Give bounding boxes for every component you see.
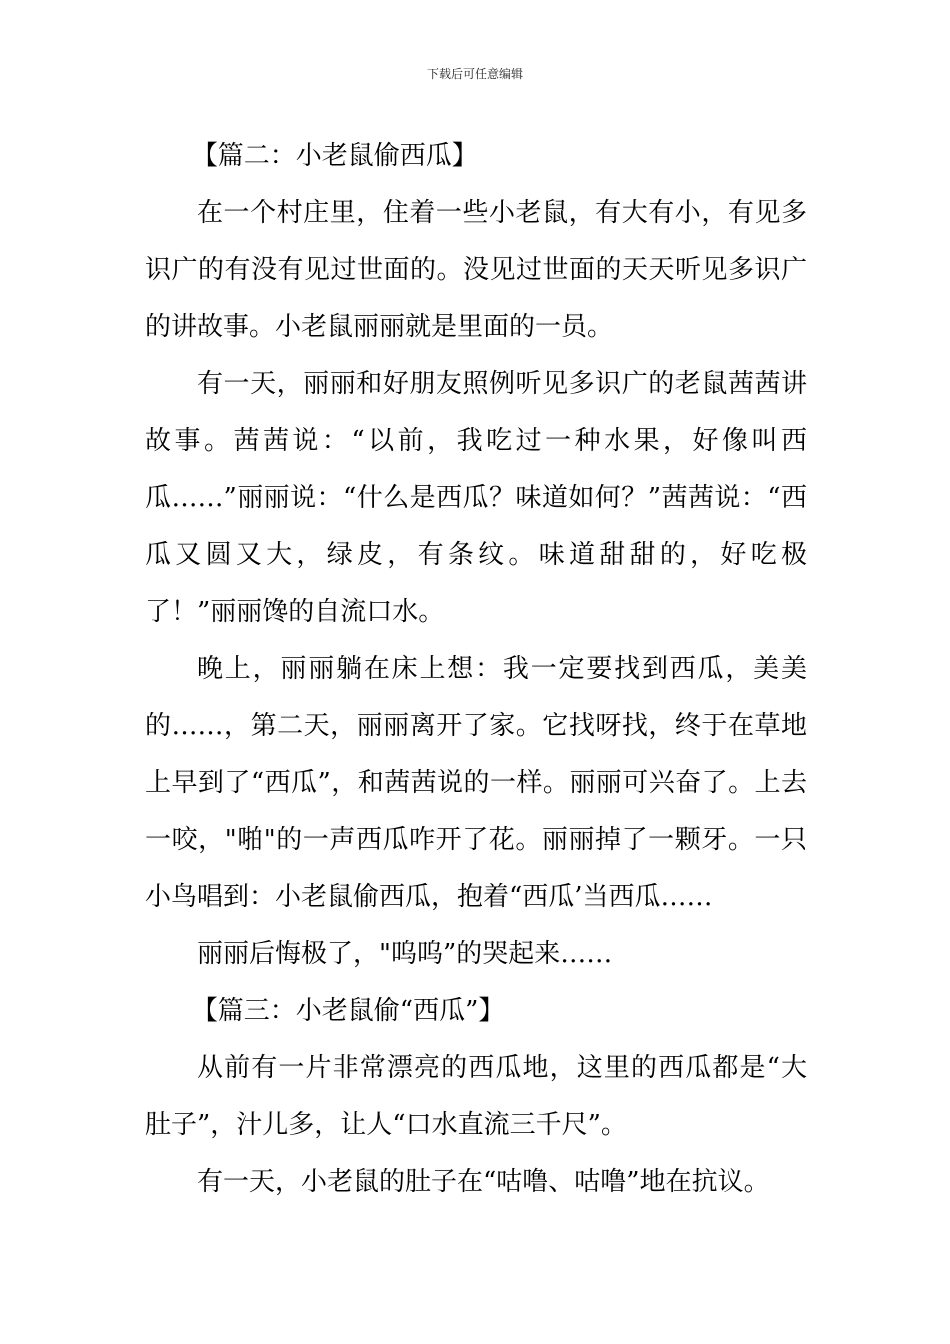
paragraph: 有一天，小老鼠的肚子在“咕噜、咕噜”地在抗议。 [197, 1167, 770, 1197]
paragraph: 有一天，丽丽和好朋友照例听见多识广的老鼠茜茜讲故事。茜茜说：“以前，我吃过一种水果，好像叫西瓜……”丽丽说：“什么是西瓜？味道如何？”茜茜说：“西瓜又圆又大，绿皮，有条纹。味道甜甜的，好吃极了！”丽丽馋的自流口水。 [145, 369, 807, 627]
document-body [145, 128, 807, 1211]
paragraph: 丽丽后悔极了，"呜呜”的哭起来…… [197, 939, 613, 969]
paragraph: 从前有一片非常漂亮的西瓜地，这里的西瓜都是“大肚子”，汁儿多，让人“口水直流三千尺”。 [145, 1053, 807, 1140]
header-note: 下载后可任意编辑 [426, 67, 523, 81]
section-title: 【篇二：小老鼠偷西瓜】 [191, 141, 478, 171]
paragraph: 在一个村庄里，住着一些小老鼠，有大有小，有见多识广的有没有见过世面的。没见过世面的天天听见多识广的讲故事。小老鼠丽丽就是里面的一员。 [145, 198, 807, 342]
section-3 [145, 983, 807, 1211]
paragraph: 晚上，丽丽躺在床上想：我一定要找到西瓜，美美的……，第二天，丽丽离开了家。它找呀找，终于在草地上早到了“西瓜”，和茜茜说的一样。丽丽可兴奋了。上去一咬，"啪"的一声西瓜咋开了花。丽丽掉了一颗牙。一只小鸟唱到：小老鼠偷西瓜，抱着“西瓜’当西瓜…… [145, 654, 807, 912]
section-2 [145, 128, 807, 983]
section-title: 【篇三：小老鼠偷“西瓜”】 [191, 996, 505, 1026]
